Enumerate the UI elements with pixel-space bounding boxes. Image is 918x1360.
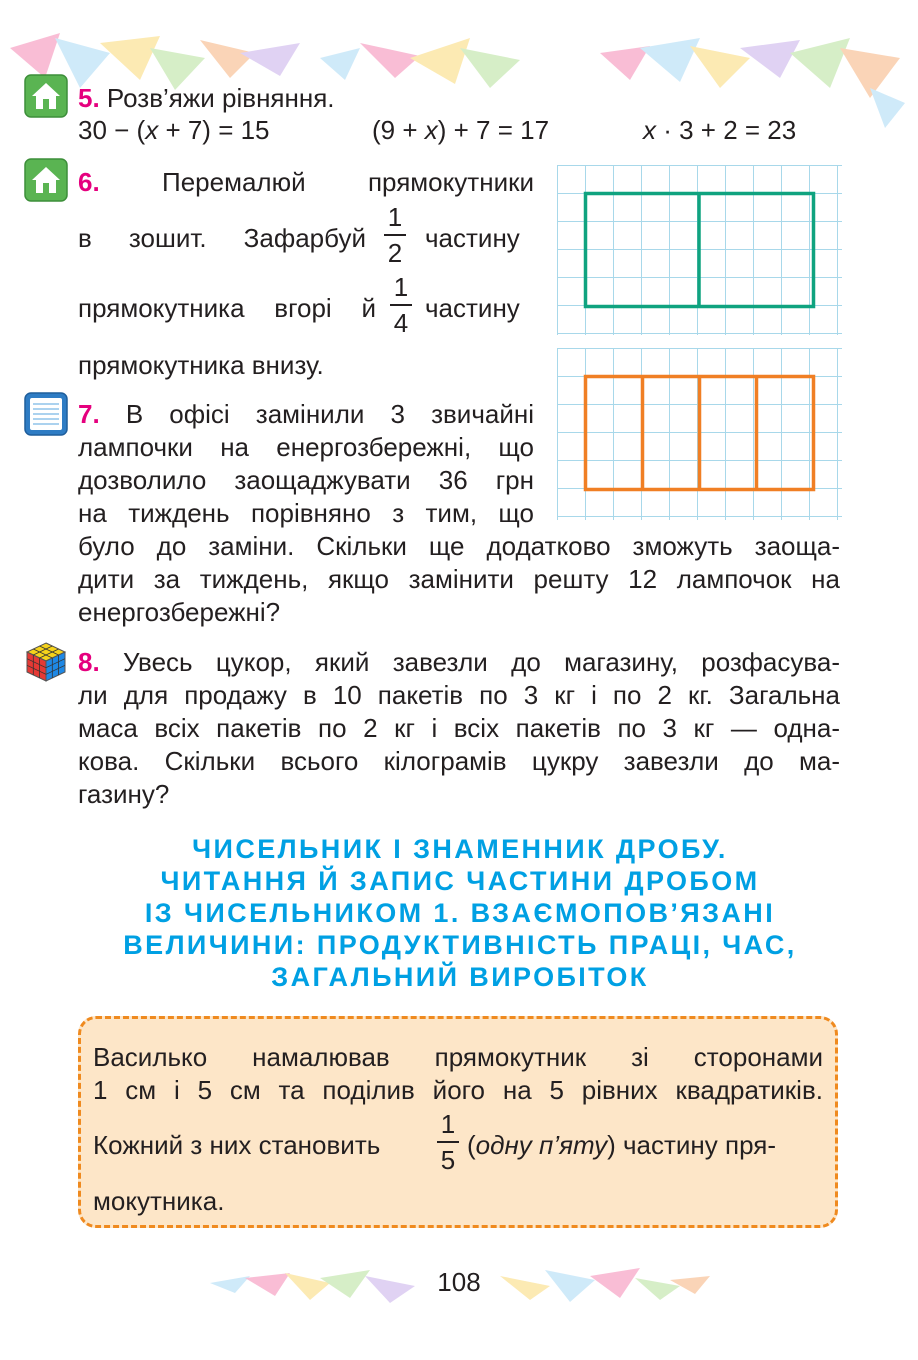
info-line-4: мокутника. (93, 1186, 225, 1216)
page-number: 108 (437, 1267, 481, 1297)
task8-line-2: ли для продажу в 10 пакетів по 3 кг і по 2 кг. Загальна (78, 680, 840, 710)
grid-top-halves (557, 165, 842, 335)
equation-3: x · 3 + 2 = 23 (643, 115, 797, 145)
task7-line-2: лампочки на енергозбережні, що (78, 432, 534, 462)
task8-line-5: газину? (78, 779, 170, 809)
section-heading-line-1: ЧИСЕЛЬНИК І ЗНАМЕННИК ДРОБУ. (192, 834, 728, 864)
task7-line-6: дити за тиждень, якщо замінити решту 12 лампочок на (78, 564, 840, 594)
info-line-1: Василько намалював прямокутник зі сторонами (93, 1042, 823, 1072)
info-line-2: 1 см і 5 см та поділив його на 5 рівних квадратиків. (93, 1075, 823, 1105)
task6-line-3b: частину (425, 293, 520, 323)
task8-line-4: кова. Скільки всього кілограмів цукру завезли до ма- (78, 746, 840, 776)
grid-bottom-quarters (557, 348, 842, 520)
fraction-one-fifth: 1 5 (435, 1110, 461, 1174)
task6-number: 6. (78, 167, 100, 197)
info-line-3-start: Кожний з них становить (93, 1130, 381, 1160)
task8-number: 8. (78, 647, 100, 677)
fraction-one-half: 1 2 (382, 203, 408, 267)
task8-line-1: 8. Увесь цукор, який завезли до магазину, розфасува- (78, 647, 840, 677)
task7-line-5: було до заміни. Скільки ще додатково зможуть заоща- (78, 531, 840, 561)
section-heading-line-5: ЗАГАЛЬНИЙ ВИРОБІТОК (271, 962, 649, 992)
task7-number: 7. (78, 399, 100, 429)
info-italic-term: одну п’яту (475, 1130, 608, 1160)
equation-2: (9 + x) + 7 = 17 (372, 115, 550, 145)
task5-number: 5. (78, 83, 100, 113)
task7-line-1: 7. В офісі замінили 3 звичайні (78, 399, 534, 429)
task6-line-2: в зошит. Зафарбуй (78, 223, 366, 253)
task5-title (78, 82, 335, 114)
equation-1: 30 − (x + 7) = 15 (78, 115, 270, 145)
task6-line-1: 6. Перемалюй прямокутники (78, 167, 534, 197)
task6-line-2b: частину (425, 223, 520, 253)
rubiks-cube-icon (24, 640, 68, 684)
info-box (78, 1016, 838, 1228)
notebook-icon (24, 392, 68, 436)
task7-line-7: енергозбережні? (78, 597, 281, 627)
task6-line-4: прямокутника внизу. (78, 350, 324, 380)
info-line-3-end: (одну п’яту) частину пря- (467, 1130, 776, 1160)
task6-line-3: прямокутника вгорі й (78, 293, 376, 323)
home-icon (24, 74, 68, 118)
home-icon (24, 158, 68, 202)
task7-line-3: дозволило заощаджувати 36 грн (78, 465, 534, 495)
section-heading-line-2: ЧИТАННЯ Й ЗАПИС ЧАСТИНИ ДРОБОМ (160, 866, 760, 896)
task7-line-4: на тиждень порівняно з тим, що (78, 498, 534, 528)
task8-line-3: маса всіх пакетів по 2 кг і всіх пакетів по 3 кг — одна- (78, 713, 840, 743)
fraction-one-quarter: 1 4 (388, 273, 414, 337)
section-heading-line-4: ВЕЛИЧИНИ: ПРОДУКТИВНІСТЬ ПРАЦІ, ЧАС, (123, 930, 797, 960)
task5-instruction: Розв’яжи рівняння. (106, 83, 335, 113)
section-heading-line-3: ІЗ ЧИСЕЛЬНИКОМ 1. ВЗАЄМОПОВ’ЯЗАНІ (144, 898, 776, 928)
